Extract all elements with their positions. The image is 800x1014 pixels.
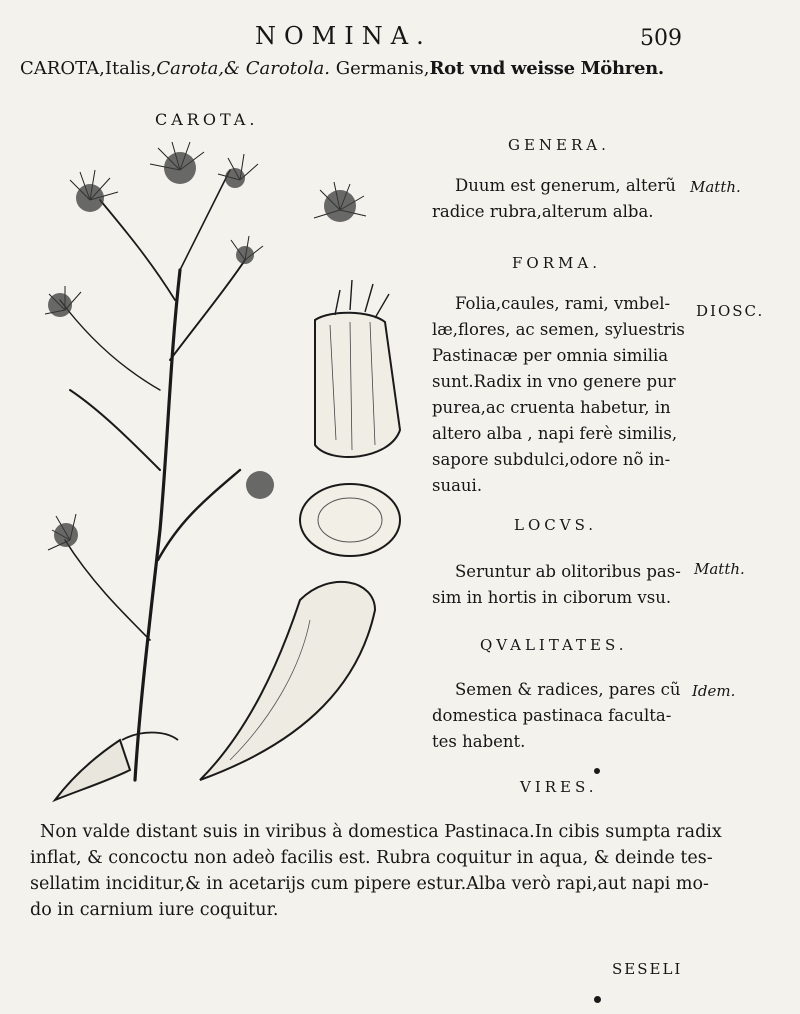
forma-line-7: sapore subdulci,odore nõ in- (432, 450, 671, 469)
forma-line-6: altero alba , napi ferè similis, (432, 424, 678, 443)
locus-line-2: sim in hortis in ciborum vsu. (432, 588, 672, 607)
names-germanis: Germanis, (330, 58, 430, 79)
german-names: Rot vnd weisse Möhren. (429, 58, 664, 79)
names-italis: Italis, (104, 58, 157, 79)
carrot-woodcut-icon (30, 140, 430, 810)
forma-line-1: Folia,caules, rami, vmbel- (455, 294, 671, 313)
plate-caption: CAROTA. (155, 110, 259, 129)
genera-line-2: radice rubra,alterum alba. (432, 202, 654, 221)
page-number: 509 (640, 26, 682, 51)
locus-line-1: Seruntur ab olitoribus pas- (455, 562, 681, 581)
running-head: NOMINA. (255, 22, 432, 50)
ink-dot-bottom (594, 996, 601, 1003)
ink-dot (594, 768, 600, 774)
forma-margin-note: DIOSC. (696, 302, 765, 320)
qualitates-line-1: Semen & radices, pares cũ (455, 680, 681, 699)
catchword: SESELI (612, 960, 683, 978)
genera-line-1: Duum est generum, alterũ (455, 176, 676, 195)
vires-line-1: Non valde distant suis in viribus à domestica Pastinaca.In cibis sumpta radix (40, 822, 722, 842)
forma-line-3: Pastinacæ per omnia similia (432, 346, 669, 365)
genera-margin-note: Matth. (690, 178, 741, 196)
vires-line-3: sellatim inciditur,& in acetarijs cum pipere estur.Alba verò rapi,aut napi mo- (30, 874, 709, 894)
heading-locus: LOCVS. (514, 516, 598, 534)
heading-qualitates: QVALITATES. (480, 636, 628, 654)
qualitates-line-2: domestica pastinaca faculta- (432, 706, 672, 725)
vires-line-4: do in carnium iure coquitur. (30, 900, 279, 920)
qualitates-line-3: tes habent. (432, 732, 526, 751)
heading-vires: VIRES. (520, 778, 598, 796)
names-lead: CAROTA, (20, 58, 105, 79)
heading-genera: GENERA. (508, 136, 610, 154)
forma-line-8: suaui. (432, 476, 483, 495)
vires-line-2: inflat, & concoctu non adeò facilis est. Rubra coquitur in aqua, & deinde tes- (30, 848, 713, 868)
heading-forma: FORMA. (512, 254, 601, 272)
forma-line-2: læ,flores, ac semen, syluestris (432, 320, 685, 339)
forma-line-5: purea,ac cruenta habetur, in (432, 398, 671, 417)
names-line (20, 58, 664, 79)
qualitates-margin-note: Idem. (692, 682, 736, 700)
forma-line-4: sunt.Radix in vno genere pur (432, 372, 676, 391)
locus-margin-note: Matth. (694, 560, 745, 578)
italian-names: Carota,& Carotola. (156, 58, 330, 79)
